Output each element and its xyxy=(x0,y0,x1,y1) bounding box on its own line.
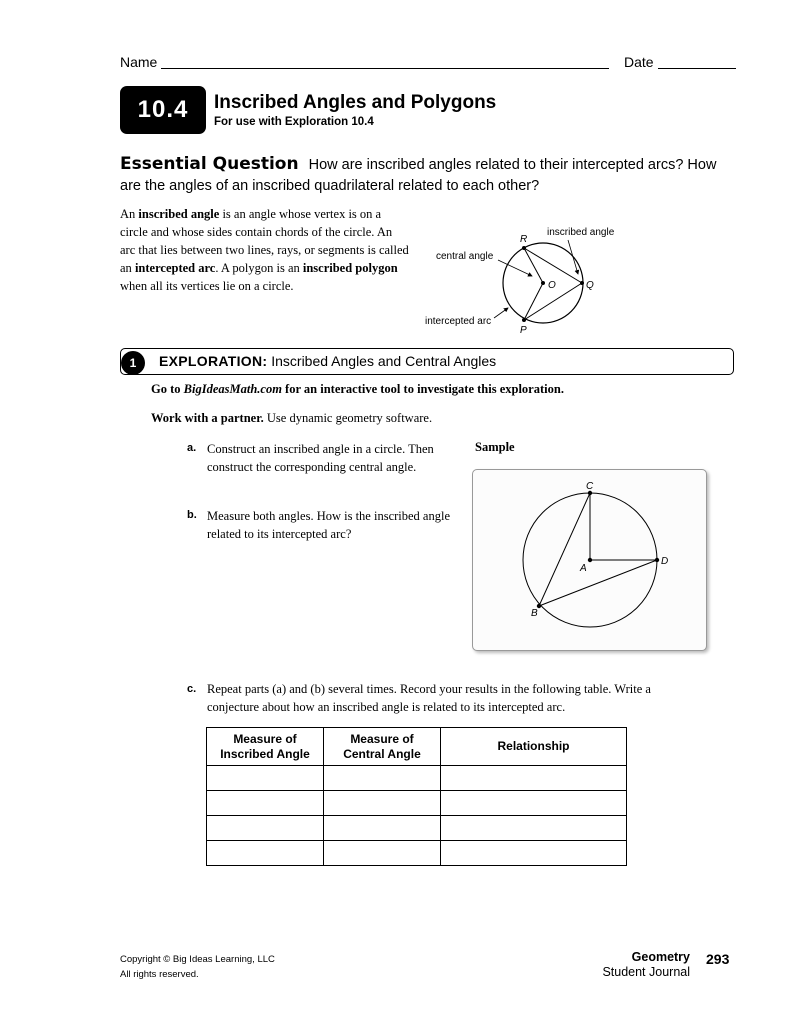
definition-paragraph: An inscribed angle is an angle whose vertex is on a circle and whose sides contain chords of the circle. An arc that lies between two lines, rays, or segments is called an intercepted arc. A polygon is an inscribed polygon when all its vertices lie on a circle. xyxy=(120,207,409,293)
sample-label-A: A xyxy=(580,563,587,574)
term-inscribed-angle: inscribed angle xyxy=(138,207,220,221)
table-header-row xyxy=(207,728,627,766)
inscribed-angle-pointer xyxy=(568,240,578,274)
table-cell[interactable] xyxy=(207,816,324,841)
partner-instruction: Work with a partner. Use dynamic geometry software. xyxy=(151,411,433,425)
item-a-text: Construct an inscribed angle in a circle. Then construct the corresponding central angle. xyxy=(207,442,434,474)
col-header-central: Measure of Central Angle xyxy=(324,728,441,766)
name-label: Name xyxy=(120,54,158,70)
label-P: P xyxy=(520,325,527,336)
book-title: Geometry Student Journal xyxy=(602,950,690,979)
label-intercepted-arc: intercepted arc xyxy=(425,316,492,327)
section-title: Inscribed Angles and Polygons xyxy=(214,92,497,113)
table-cell[interactable] xyxy=(207,841,324,866)
label-inscribed-angle: inscribed angle xyxy=(547,227,615,238)
label-O: O xyxy=(548,280,556,291)
table-cell[interactable] xyxy=(324,766,441,791)
copyright-notice: Copyright © Big Ideas Learning, LLC All rights reserved. xyxy=(120,954,275,980)
table-cell[interactable] xyxy=(441,816,627,841)
table-cell[interactable] xyxy=(441,841,627,866)
table-cell[interactable] xyxy=(441,791,627,816)
col-header-inscribed: Measure of Inscribed Angle xyxy=(207,728,324,766)
item-b-letter: b. xyxy=(187,509,197,521)
table-row xyxy=(207,791,627,816)
table-cell[interactable] xyxy=(441,766,627,791)
term-inscribed-polygon: inscribed polygon xyxy=(302,261,398,275)
table-cell[interactable] xyxy=(207,791,324,816)
sample-label-D: D xyxy=(661,556,669,567)
sample-circle-figure xyxy=(473,470,706,650)
name-field-line[interactable] xyxy=(161,68,609,69)
essential-question xyxy=(120,154,740,197)
item-a-letter: a. xyxy=(187,442,197,454)
section-subtitle: For use with Exploration 10.4 xyxy=(214,116,374,128)
point-R xyxy=(522,246,526,250)
table-cell[interactable] xyxy=(324,791,441,816)
essential-question-text: How are inscribed angles related to their intercepted arcs? How are the angles of an inscribed quadrilateral related to each other? xyxy=(120,157,717,194)
section-number-badge: 10.4 xyxy=(120,86,206,134)
table-cell[interactable] xyxy=(324,841,441,866)
sample-figure-panel xyxy=(472,469,707,651)
item-c-letter: c. xyxy=(187,683,197,695)
essential-question-label: Essential Question xyxy=(120,154,299,174)
item-b-text: Measure both angles. How is the inscribed angle related to its intercepted arc? xyxy=(207,509,450,541)
exploration-number: 1 xyxy=(121,351,145,375)
sample-label-B: B xyxy=(531,608,538,619)
goto-instruction: Go to BigIdeasMath.com for an interactive tool to investigate this exploration. xyxy=(151,382,564,396)
date-label: Date xyxy=(624,54,654,70)
table-row xyxy=(207,816,627,841)
item-c-text: Repeat parts (a) and (b) several times. Record your results in the following table. Write a conjecture about how an inscribed angle is related to its intercepted arc. xyxy=(207,682,651,714)
chord-RQ xyxy=(524,248,582,283)
point-O xyxy=(541,281,545,285)
sample-point-A xyxy=(588,558,592,562)
central-angle-pointer xyxy=(498,260,532,276)
intercepted-arc-pointer xyxy=(494,308,508,318)
exploration-title: EXPLORATION: Inscribed Angles and Central Angles xyxy=(159,353,497,369)
table-cell[interactable] xyxy=(324,816,441,841)
label-Q: Q xyxy=(586,280,594,291)
point-P xyxy=(522,318,526,322)
table-cell[interactable] xyxy=(207,766,324,791)
sample-point-D xyxy=(655,558,659,562)
results-table xyxy=(206,727,627,866)
sample-label: Sample xyxy=(475,440,515,454)
term-intercepted-arc: intercepted arc xyxy=(134,261,216,275)
label-R: R xyxy=(520,234,528,245)
page-number: 293 xyxy=(706,951,730,967)
sample-label-C: C xyxy=(586,481,594,492)
label-central-angle: central angle xyxy=(436,251,494,262)
table-row xyxy=(207,766,627,791)
table-row xyxy=(207,841,627,866)
bigideasmath-link[interactable]: BigIdeasMath.com xyxy=(183,382,282,396)
point-Q xyxy=(580,281,584,285)
col-header-relationship: Relationship xyxy=(441,728,627,766)
inscribed-angle-figure xyxy=(420,220,620,340)
date-field-line[interactable] xyxy=(658,68,736,69)
